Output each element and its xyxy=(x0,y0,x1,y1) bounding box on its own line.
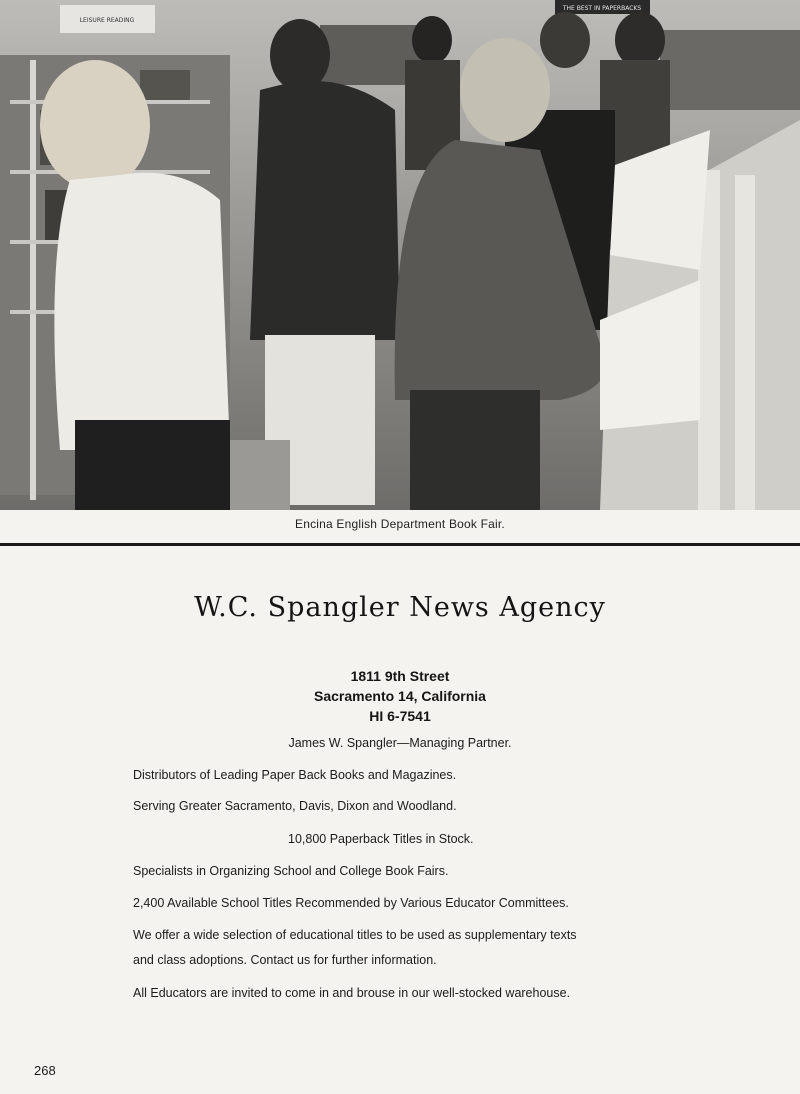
page-number: 268 xyxy=(34,1063,56,1078)
ad-line-5: 2,400 Available School Titles Recommended by Various Educator Committees. xyxy=(133,896,569,910)
ad-line-7: and class adoptions. Contact us for further information. xyxy=(133,953,437,967)
photo-caption: Encina English Department Book Fair. xyxy=(295,517,505,531)
ad-line-6: We offer a wide selection of educational titles to be used as supplementary texts xyxy=(133,928,577,942)
address-street: 1811 9th Street xyxy=(350,668,450,684)
section-divider xyxy=(0,543,800,546)
sign-leisure: LEISURE READING xyxy=(79,17,135,24)
ad-line-8: All Educators are invited to come in and brouse in our well-stocked warehouse. xyxy=(133,986,571,1000)
sign-paperbacks: THE BEST IN PAPERBACKS xyxy=(562,5,642,12)
address-city: Sacramento 14, California xyxy=(314,688,486,704)
managing-partner: James W. Spangler—Managing Partner. xyxy=(288,736,512,750)
right-book-rack xyxy=(600,120,800,510)
ad-line-2: Serving Greater Sacramento, Davis, Dixon and Woodland. xyxy=(133,799,457,813)
ad-line-1: Distributors of Leading Paper Back Books and Magazines. xyxy=(133,768,457,782)
phone-number: HI 6-7541 xyxy=(369,708,431,724)
ad-line-3: 10,800 Paperback Titles in Stock. xyxy=(288,832,474,846)
book-fair-photo-drawing xyxy=(0,0,800,510)
book-fair-photo xyxy=(0,0,800,510)
ad-title: W.C. Spangler News Agency xyxy=(194,592,606,623)
ad-line-4: Specialists in Organizing School and College Book Fairs. xyxy=(133,864,449,878)
